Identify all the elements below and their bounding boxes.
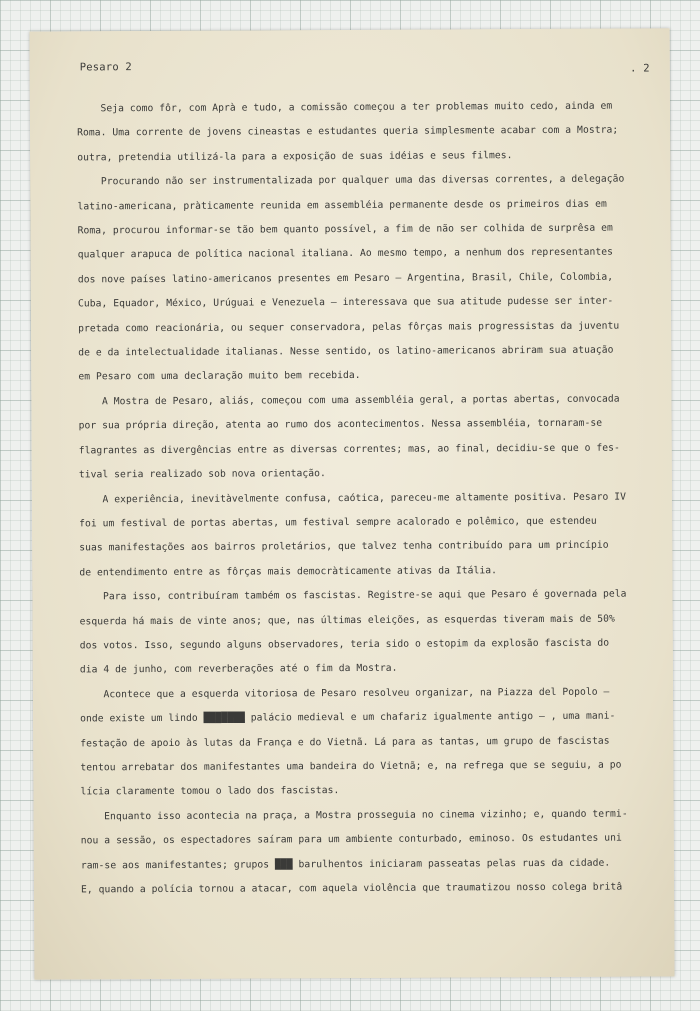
text-line: Procurando não ser instrumentalizada por qualquer uma das diversas correntes, a delegação xyxy=(77,173,625,188)
text-line: nou a sessão, os espectadores saíram para um ambiente conturbado, eminoso. Os estudantes uni xyxy=(80,832,622,847)
text-line: tival seria realizado sob nova orientação. xyxy=(78,468,326,481)
text-line: lícia claramente tomou o lado dos fascistas. xyxy=(80,785,340,798)
text-line: dos votos. Isso, segundo alguns observadores, teria sido o estopim da explosão fascista do xyxy=(79,637,610,652)
text-line: de e da intelectualidade italianas. Nesse sentido, os latino-americanos abriram sua atuação xyxy=(78,344,614,359)
text-line: A Mostra de Pesaro, aliás, começou com uma assembléia geral, a portas abertas, convocada xyxy=(78,393,620,408)
text-line: dia 4 de junho, com reverberações até o fim da Mostra. xyxy=(79,663,398,676)
text-line: A experiência, inevitàvelmente confusa, caótica, pareceu-me altamente positiva. Pesaro IV xyxy=(78,491,627,505)
text-line: Cuba, Equador, México, Urúguai e Venezuela — interessava que sua atitude pudesse ser inter- xyxy=(77,295,614,310)
text-line: ram-se aos manifestantes; grupos ███ barulhentos iniciaram passeatas pelas ruas da cidade. xyxy=(80,857,611,872)
text-line: suas manifestações aos bairros proletários, que talvez tenha contribuído para um princípio xyxy=(79,539,609,554)
text-line: Enquanto isso acontecia na praça, a Mostra prosseguia no cinema vizinho; e, quando termi- xyxy=(80,808,628,823)
text-line: qualquer arapuca de política nacional italiana. Ao mesmo tempo, a nenhum dos representantes xyxy=(77,247,614,261)
text-line: Para isso, contribuíram também os fascistas. Registre-se aqui que Pesaro é governada pela xyxy=(79,588,627,603)
text-line: Seja como fôr, com Aprà e tudo, a comissão começou a ter problemas muito cedo, ainda em xyxy=(76,100,613,115)
text-line: onde existe um lindo ███████ palácio medieval e um chafariz igualmente antigo — , uma mani- xyxy=(80,710,616,725)
text-line: de entendimento entre as fôrças mais democràticamente ativas da Itália. xyxy=(79,564,498,579)
page-number: . 2 xyxy=(630,62,650,75)
text-line: Roma, procurou informar-se tão bem quanto possível, a fim de não ser colhida de surprêsa em xyxy=(77,222,613,237)
text-line: tentou arrebatar dos manifestantes uma bandeira do Vietnã; e, na refrega que se seguiu, a po xyxy=(80,759,622,774)
text-line: foi um festival de portas abertas, um festival sempre acalorado e polêmico, que estendeu xyxy=(79,515,597,530)
page-header xyxy=(80,58,650,81)
text-line: em Pesaro com uma declaração muito bem recebida. xyxy=(78,370,361,383)
text-line: latino-americana, pràticamente reunida em assembléia permanente desde os primeiros dias em xyxy=(77,198,607,213)
text-line: dos nove países latino-americanos presentes em Pesaro — Argentina, Brasil, Chile, Colombia, xyxy=(77,271,614,286)
text-line: E, quando a polícia tornou a atacar, com aquela violência que traumatizou nosso colega britâ xyxy=(80,881,623,896)
text-line: Acontece que a esquerda vitoriosa de Pesaro resolveu organizar, na Piazza del Popolo — xyxy=(79,686,610,701)
header-title: Pesaro 2 xyxy=(79,61,132,74)
text-line: Roma. Uma corrente de jovens cineastas e estudantes queria simplesmente acabar com a Mostra; xyxy=(77,125,619,139)
typewritten-page xyxy=(30,28,675,979)
text-line: esquerda há mais de vinte anos; que, nas últimas eleições, as esquerdas tiveram mais de 50% xyxy=(79,613,615,627)
text-line: por sua própria direção, atenta ao rumo dos acontecimentos. Nessa assembléia, tornaram-se xyxy=(78,417,603,432)
text-line: outra, pretendia utilizá-la para a exposição de suas idéias e seus filmes. xyxy=(77,149,513,164)
text-line: festação de apoio às lutas da França e do Vietnã. Lá para as tantas, um grupo de fascistas xyxy=(80,735,610,749)
body-text xyxy=(77,94,657,902)
text-line: pretada como reacionária, ou sequer conservadora, pelas fôrças mais progressistas da juventu xyxy=(78,320,620,335)
text-line: flagrantes as divergências entre as diversas correntes; mas, ao final, decidiu-se que o fes- xyxy=(78,442,620,457)
